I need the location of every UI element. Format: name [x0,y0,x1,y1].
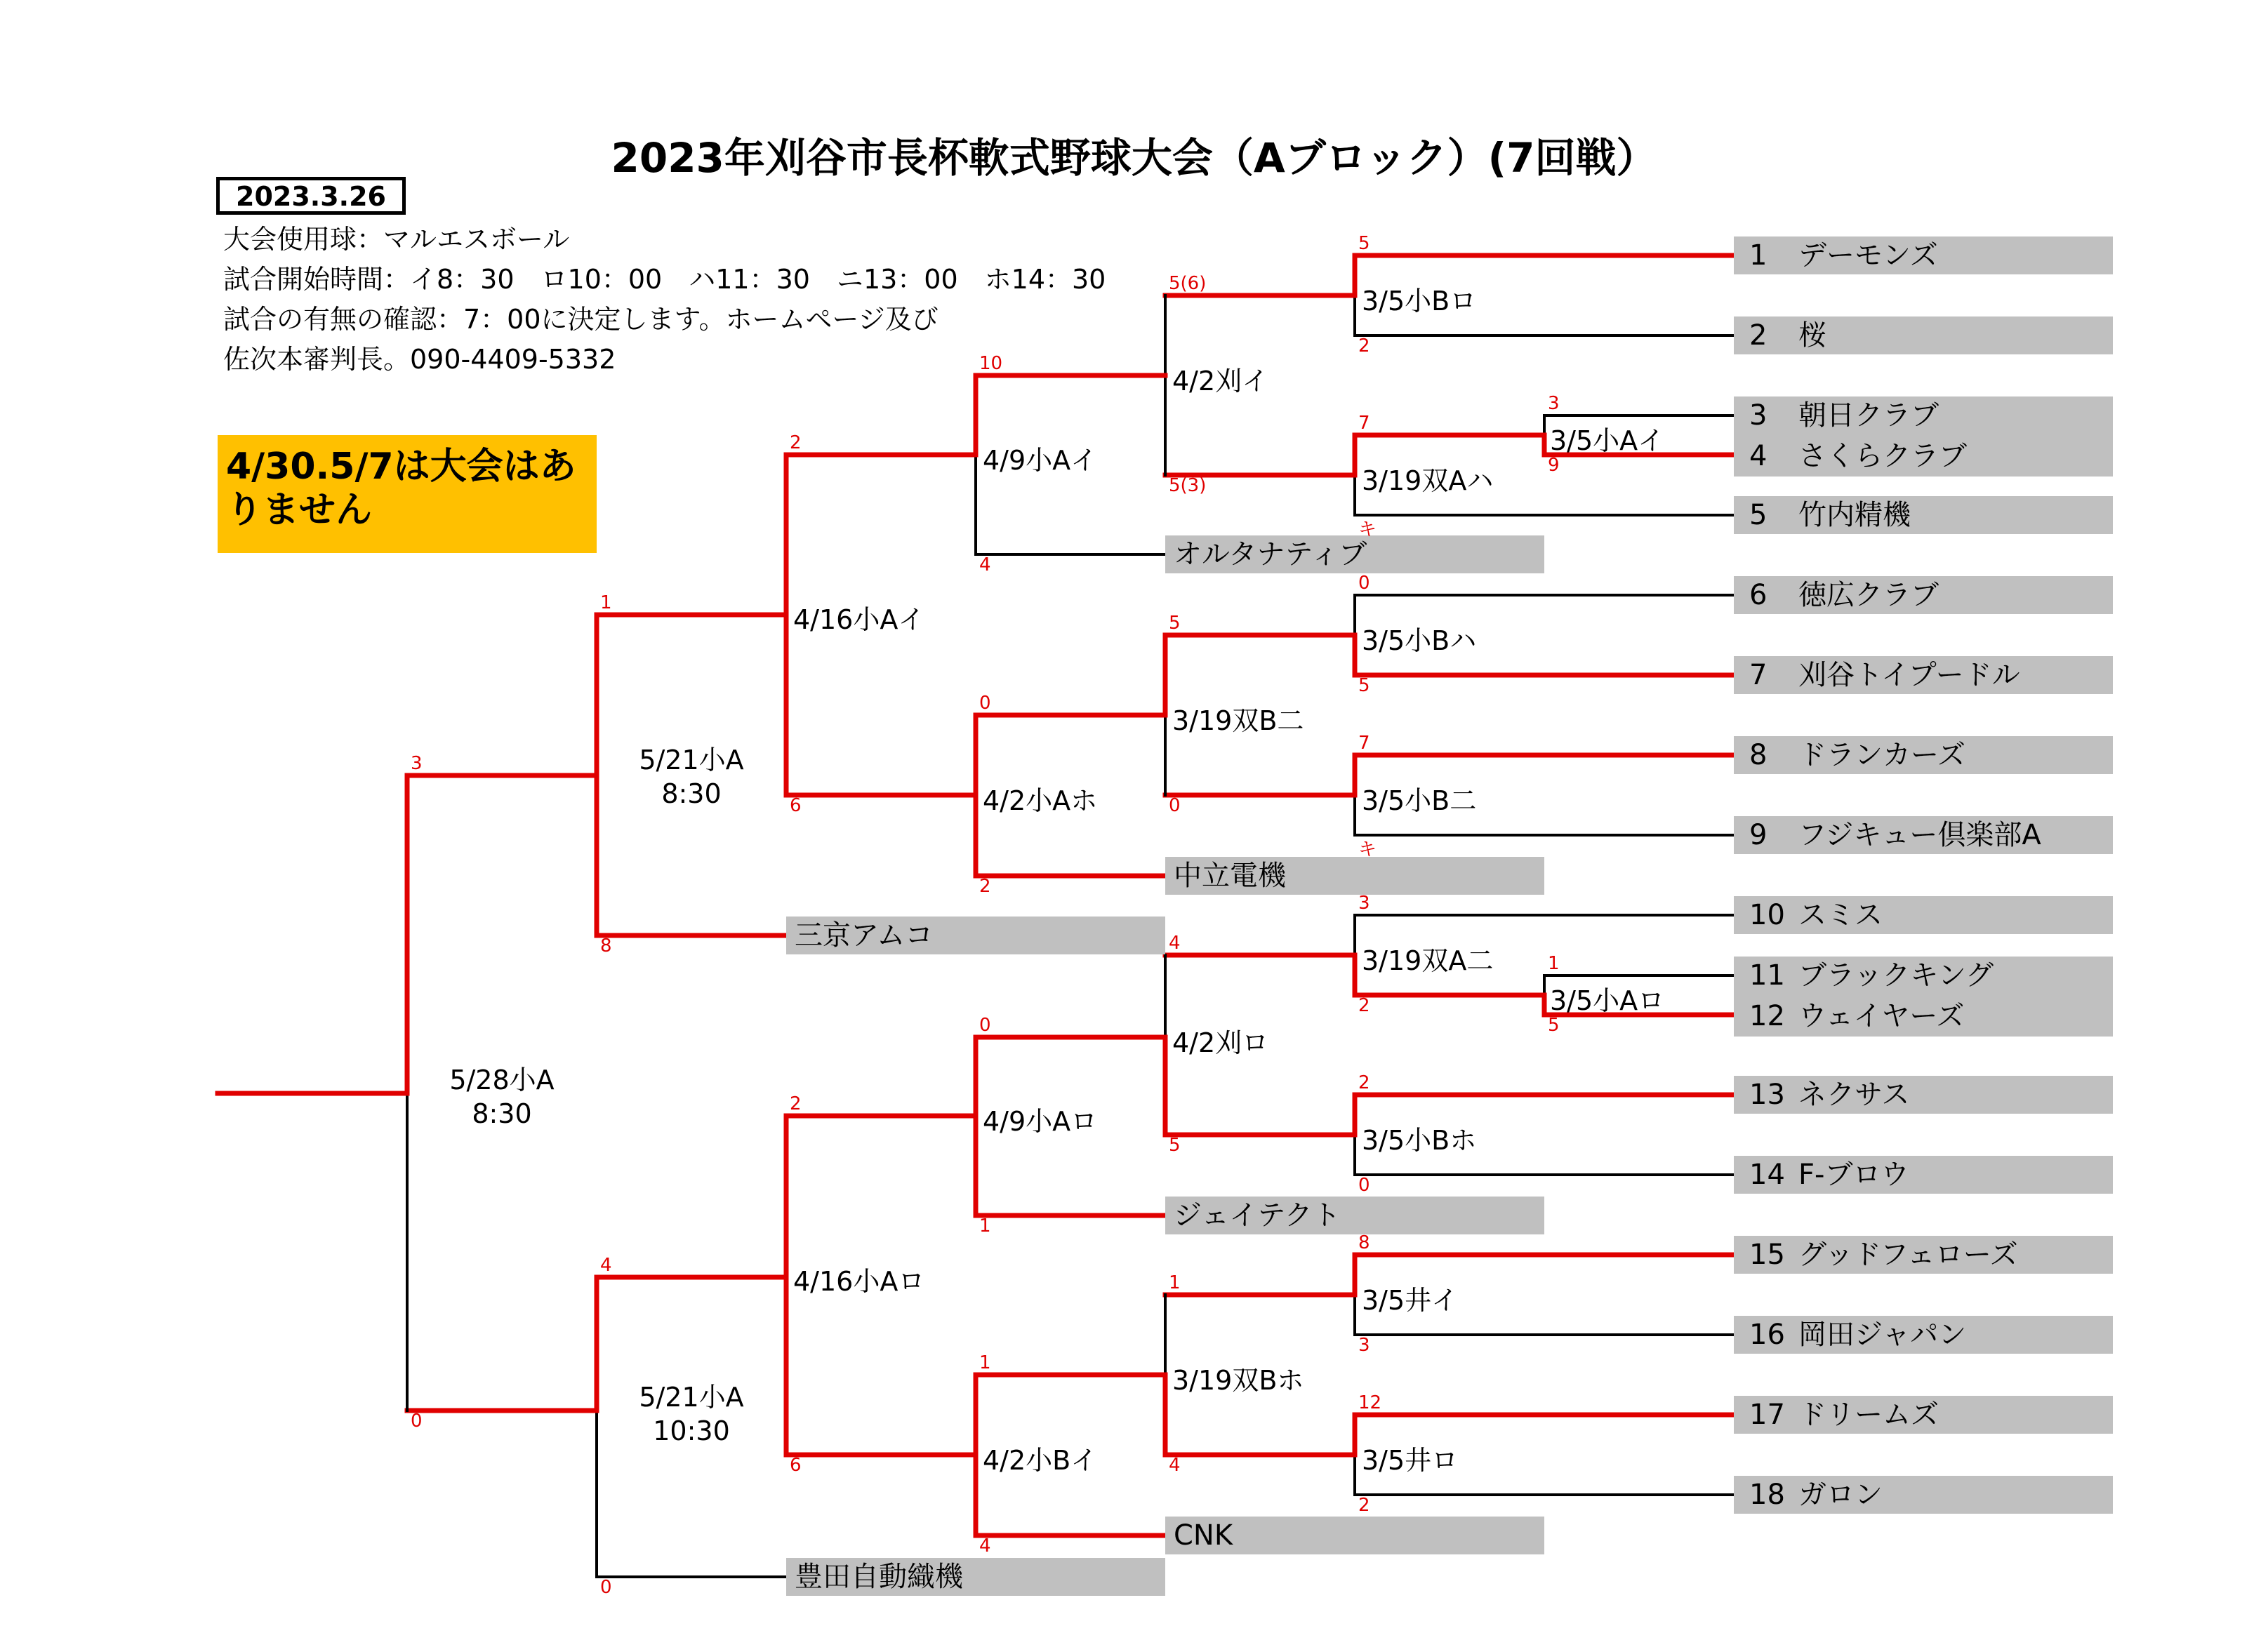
match-label: 4/16小Aロ [793,1266,925,1297]
seeded-team: 中立電機 [1165,857,1544,895]
score: 0 [979,693,991,714]
team-box [1734,1316,2113,1354]
team-name: 桜 [1798,319,1826,352]
team-number: 17 [1749,1399,1785,1431]
match-label: 3/5井イ [1362,1285,1459,1316]
score: 5 [1358,233,1370,254]
team-box [1734,816,2113,854]
team-number: 14 [1749,1159,1785,1191]
score: 2 [1358,1072,1370,1093]
match-label: 4/9小Aイ [983,445,1098,476]
team-box [1734,496,2113,534]
match-label: 3/5小Aイ [1550,425,1665,456]
team-number: 13 [1749,1079,1785,1111]
team-name: ネクサス [1798,1079,1910,1111]
match-time: 10:30 [653,1415,730,1446]
score: 0 [1358,573,1370,594]
seeded-team: CNK [1165,1517,1544,1554]
info-ball: 大会使用球：マルエスボール [223,224,570,255]
team-name: デーモンズ [1798,239,1938,272]
match-date: 5/21小A [639,1382,744,1413]
team-box [1734,1396,2113,1434]
score: 1 [979,1352,991,1373]
match-label: 3/19双Bホ [1172,1365,1304,1396]
score: 5(3) [1169,475,1207,496]
team-name: さくらクラブ [1798,440,1967,472]
team-number: 2 [1749,319,1768,352]
match-label: 3/5小Aロ [1550,985,1665,1016]
team-name: ウェイヤーズ [1798,1000,1965,1032]
team-number: 1 [1749,239,1768,272]
score: 5 [1548,1015,1560,1036]
score: 0 [600,1577,612,1598]
score: 2 [1358,335,1370,356]
match-label: 3/5小B二 [1362,785,1477,816]
team-name: グッドフェローズ [1798,1239,2018,1271]
score: 5 [1169,613,1181,634]
score: 10 [979,353,1003,374]
score: 2 [790,1093,802,1114]
team-name: 刈谷トイプードル [1798,659,2020,691]
match-label: 4/2刈イ [1172,366,1269,396]
info-contact: 佐次本審判長。090-4409-5332 [223,344,616,375]
score: 3 [1358,893,1370,914]
score: 1 [1548,953,1560,974]
score: 5(6) [1169,273,1207,294]
score: キ [1358,839,1377,860]
match-label: 4/2小Bイ [983,1445,1098,1476]
team-number: 18 [1749,1479,1785,1511]
info-start-times: 試合開始時間：イ8：30 ロ10：00 ハ11：30 ニ13：00 ホ14：30 [223,264,1106,295]
score: 2 [1358,1495,1370,1516]
seeded-team: ジェイテクト [1165,1197,1544,1234]
team-number: 16 [1749,1319,1785,1351]
team-number: 9 [1749,819,1768,851]
score: 3 [1358,1335,1370,1356]
score: 8 [1358,1232,1370,1253]
score: 3 [1548,393,1560,414]
team-number: 12 [1749,1000,1785,1032]
team-number: 7 [1749,659,1768,691]
team-number: 15 [1749,1239,1785,1271]
team-name: スミス [1798,899,1883,931]
notice-box: 4/30.5/7は大会はありません [218,435,597,553]
team-name: F-ブロウ [1798,1159,1909,1191]
score: 4 [1169,1455,1181,1476]
team-box [1734,896,2113,934]
team-box [1734,1076,2113,1114]
team-number: 3 [1749,399,1768,432]
score: 7 [1358,413,1370,434]
score: 12 [1358,1392,1382,1413]
match-label: 3/5井ロ [1362,1445,1459,1476]
score: 2 [1358,995,1370,1016]
team-name: ブラックキング [1798,959,1994,992]
match-label: 3/5小Bホ [1362,1125,1477,1156]
team-number: 11 [1749,959,1785,992]
team-name: 朝日クラブ [1798,399,1939,432]
score: 7 [1358,733,1370,754]
team-name: 徳広クラブ [1798,579,1939,611]
seeded-team: 三京アムコ [786,917,1165,954]
team-number: 10 [1749,899,1785,931]
page-title: 2023年刈谷市長杯軟式野球大会（Aブロック）(7回戦） [611,134,1657,182]
final-time: 8:30 [472,1098,532,1129]
score: 0 [979,1015,991,1036]
final-date: 5/28小A [449,1065,555,1095]
score: 9 [1548,455,1560,476]
match-label: 3/5小Bロ [1362,286,1477,316]
team-box [1734,1476,2113,1514]
score: 4 [600,1255,612,1276]
team-box [1734,736,2113,774]
score: 4 [979,554,991,575]
match-label: 4/16小Aイ [793,604,925,635]
match-label: 4/9小Aロ [983,1106,1098,1137]
team-box [1734,1236,2113,1274]
team-number: 5 [1749,499,1768,531]
seeded-team: 豊田自動織機 [786,1558,1165,1596]
score: 1 [979,1215,991,1237]
score: 6 [790,795,802,816]
score: 2 [979,876,991,897]
match-date: 5/21小A [639,745,744,775]
score: 6 [790,1455,802,1476]
team-name: ドリームズ [1798,1399,1939,1431]
team-name: ドランカーズ [1798,739,1965,771]
team-name: フジキュー倶楽部A [1798,819,2041,851]
team-box [1734,576,2113,614]
match-label: 4/2刈ロ [1172,1027,1269,1058]
team-name: 岡田ジャパン [1798,1319,1967,1351]
team-box [1734,236,2113,274]
date-box: 2023.3.26 [216,177,406,215]
score: 0 [1169,795,1181,816]
team-box [1734,656,2113,694]
match-time: 8:30 [661,778,722,809]
team-number: 8 [1749,739,1768,771]
score: 5 [1169,1135,1181,1156]
score: 1 [1169,1272,1181,1293]
info-confirm: 試合の有無の確認：7：00に決定します。ホームページ及び [223,304,939,335]
match-label: 3/19双A二 [1362,945,1494,976]
score: 2 [790,432,802,453]
team-box [1734,957,2113,1037]
score: 5 [1358,675,1370,696]
match-label: 3/5小Bハ [1362,625,1477,656]
score: キ [1358,519,1377,540]
team-number: 6 [1749,579,1768,611]
score: 4 [979,1535,991,1557]
match-label: 4/2小Aホ [983,785,1098,816]
score: 1 [600,592,612,613]
score: 3 [411,753,423,774]
team-box [1734,1156,2113,1194]
score: 8 [600,935,612,957]
match-label: 3/19双B二 [1172,705,1304,736]
score: 4 [1169,933,1181,954]
seeded-team: オルタナティブ [1165,535,1544,573]
team-number: 4 [1749,440,1768,472]
team-name: 竹内精機 [1798,499,1911,531]
score: 0 [1358,1175,1370,1196]
team-name: ガロン [1798,1479,1883,1511]
team-box [1734,396,2113,477]
team-box [1734,316,2113,354]
score: 0 [411,1411,423,1432]
match-label: 3/19双Aハ [1362,465,1494,496]
